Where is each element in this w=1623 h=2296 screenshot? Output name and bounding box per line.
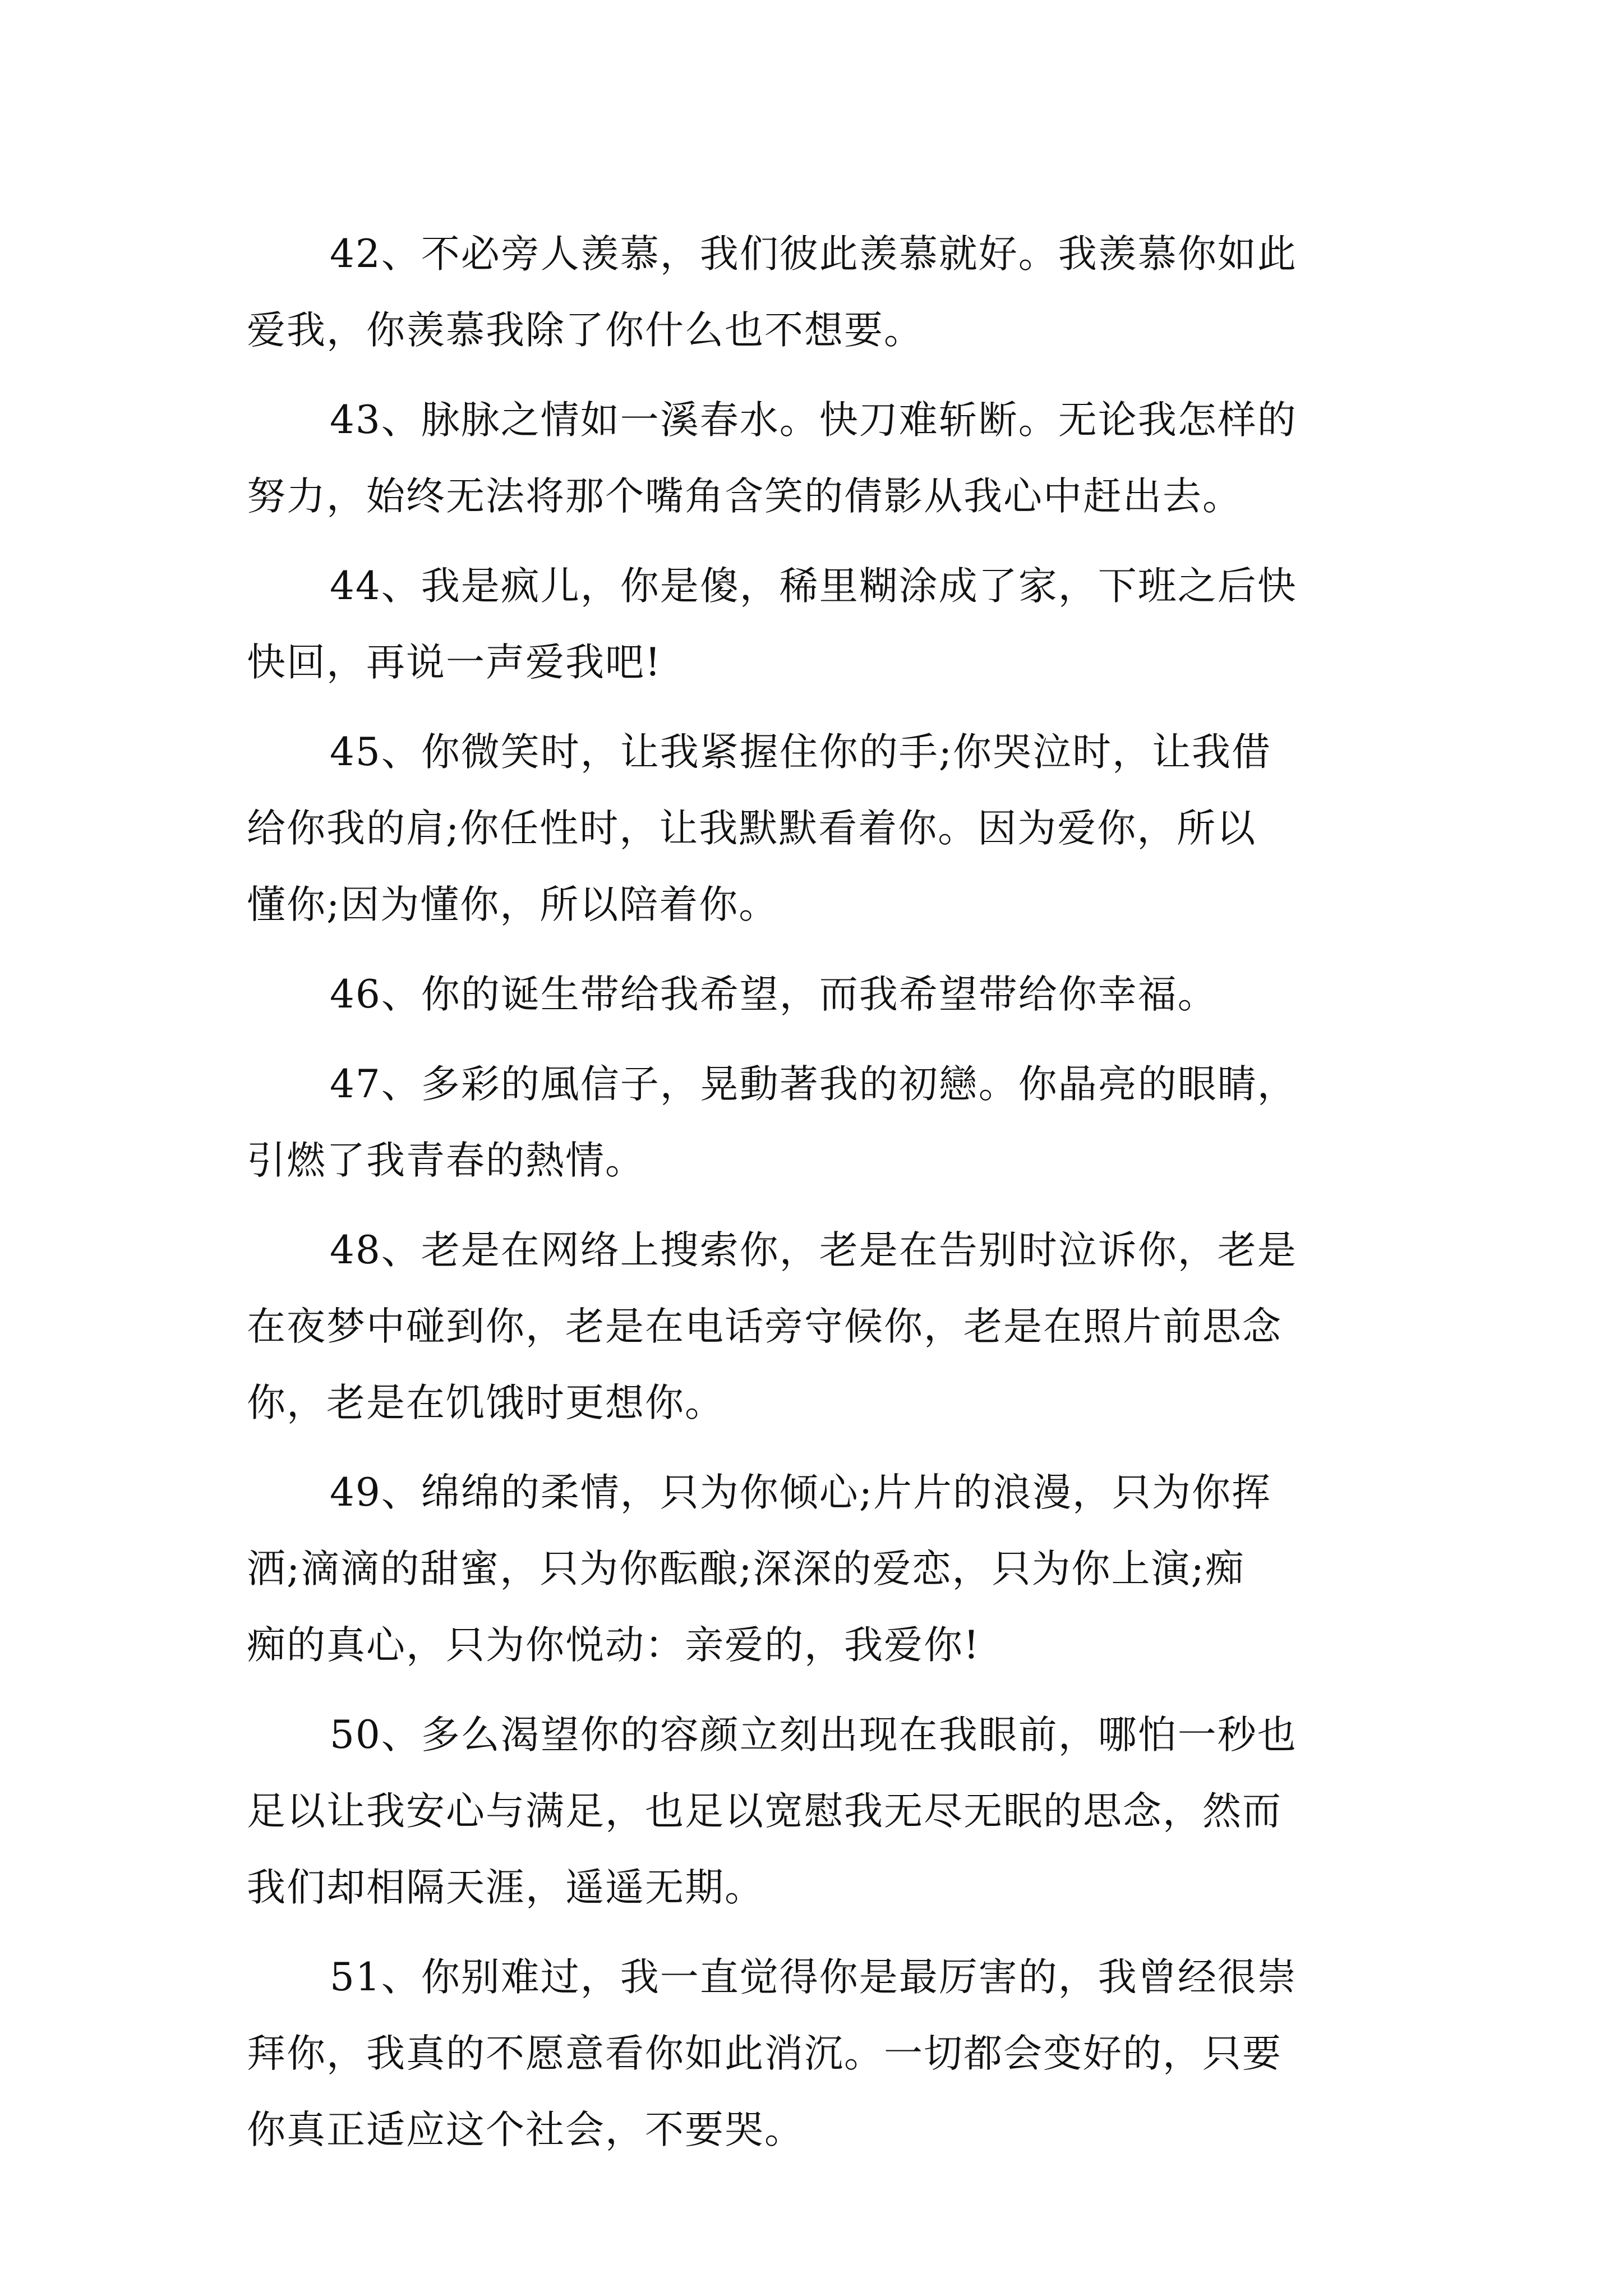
paragraph-line: 48、老是在网络上搜索你，老是在告别时泣诉你，老是 bbox=[330, 1228, 1297, 1273]
document-body bbox=[247, 216, 1385, 2182]
paragraph-48 bbox=[247, 1212, 1385, 1441]
paragraph-46 bbox=[247, 956, 1385, 1033]
paragraph-line: 你真正适应这个社会，不要哭。 bbox=[247, 2108, 804, 2152]
paragraph-51 bbox=[247, 1939, 1385, 2168]
paragraph-43 bbox=[247, 382, 1385, 535]
paragraph-line: 懂你;因为懂你，所以陪着你。 bbox=[247, 882, 779, 927]
paragraph-line: 洒;滴滴的甜蜜，只为你酝酿;深深的爱恋，只为你上演;痴 bbox=[247, 1547, 1245, 1591]
paragraph-49 bbox=[247, 1455, 1385, 1683]
paragraph-line: 痴的真心，只为你悦动：亲爱的，我爱你! bbox=[247, 1623, 980, 1668]
paragraph-line: 努力，始终无法将那个嘴角含笑的倩影从我心中赶出去。 bbox=[247, 474, 1242, 519]
paragraph-line: 我们却相隔天涯，遥遥无期。 bbox=[247, 1865, 764, 1910]
paragraph-line: 你，老是在饥饿时更想你。 bbox=[247, 1381, 725, 1425]
paragraph-line: 46、你的诞生带给我希望，而我希望带给你幸福。 bbox=[330, 972, 1218, 1017]
paragraph-line: 快回，再说一声爱我吧! bbox=[247, 640, 662, 685]
paragraph-line: 拜你，我真的不愿意看你如此消沉。一切都会变好的，只要 bbox=[247, 2031, 1282, 2076]
paragraph-47 bbox=[247, 1046, 1385, 1199]
paragraph-line: 43、脉脉之情如一溪春水。快刀难斩断。无论我怎样的 bbox=[330, 398, 1297, 443]
paragraph-45 bbox=[247, 714, 1385, 943]
paragraph-50 bbox=[247, 1697, 1385, 1926]
paragraph-line: 50、多么渴望你的容颜立刻出现在我眼前，哪怕一秒也 bbox=[330, 1713, 1297, 1757]
paragraph-line: 引燃了我青春的熱情。 bbox=[247, 1138, 645, 1183]
paragraph-line: 足以让我安心与满足，也足以宽慰我无尽无眠的思念，然而 bbox=[247, 1789, 1282, 1834]
paragraph-line: 在夜梦中碰到你，老是在电话旁守候你，老是在照片前思念 bbox=[247, 1304, 1282, 1349]
paragraph-44 bbox=[247, 548, 1385, 701]
paragraph-42 bbox=[247, 216, 1385, 369]
paragraph-line: 给你我的肩;你任性时，让我默默看着你。因为爱你，所以 bbox=[247, 806, 1257, 851]
paragraph-line: 49、绵绵的柔情，只为你倾心;片片的浪漫，只为你挥 bbox=[330, 1470, 1272, 1515]
paragraph-line: 44、我是疯儿，你是傻，稀里糊涂成了家，下班之后快 bbox=[330, 564, 1297, 609]
paragraph-line: 42、不必旁人羡慕，我们彼此羡慕就好。我羡慕你如此 bbox=[330, 232, 1297, 277]
paragraph-line: 爱我，你羡慕我除了你什么也不想要。 bbox=[247, 308, 924, 353]
paragraph-line: 47、多彩的風信子，晃動著我的初戀。你晶亮的眼睛， bbox=[330, 1062, 1297, 1107]
paragraph-line: 45、你微笑时，让我紧握住你的手;你哭泣时，让我借 bbox=[330, 730, 1272, 775]
paragraph-line: 51、你别难过，我一直觉得你是最厉害的，我曾经很崇 bbox=[330, 1955, 1297, 2000]
